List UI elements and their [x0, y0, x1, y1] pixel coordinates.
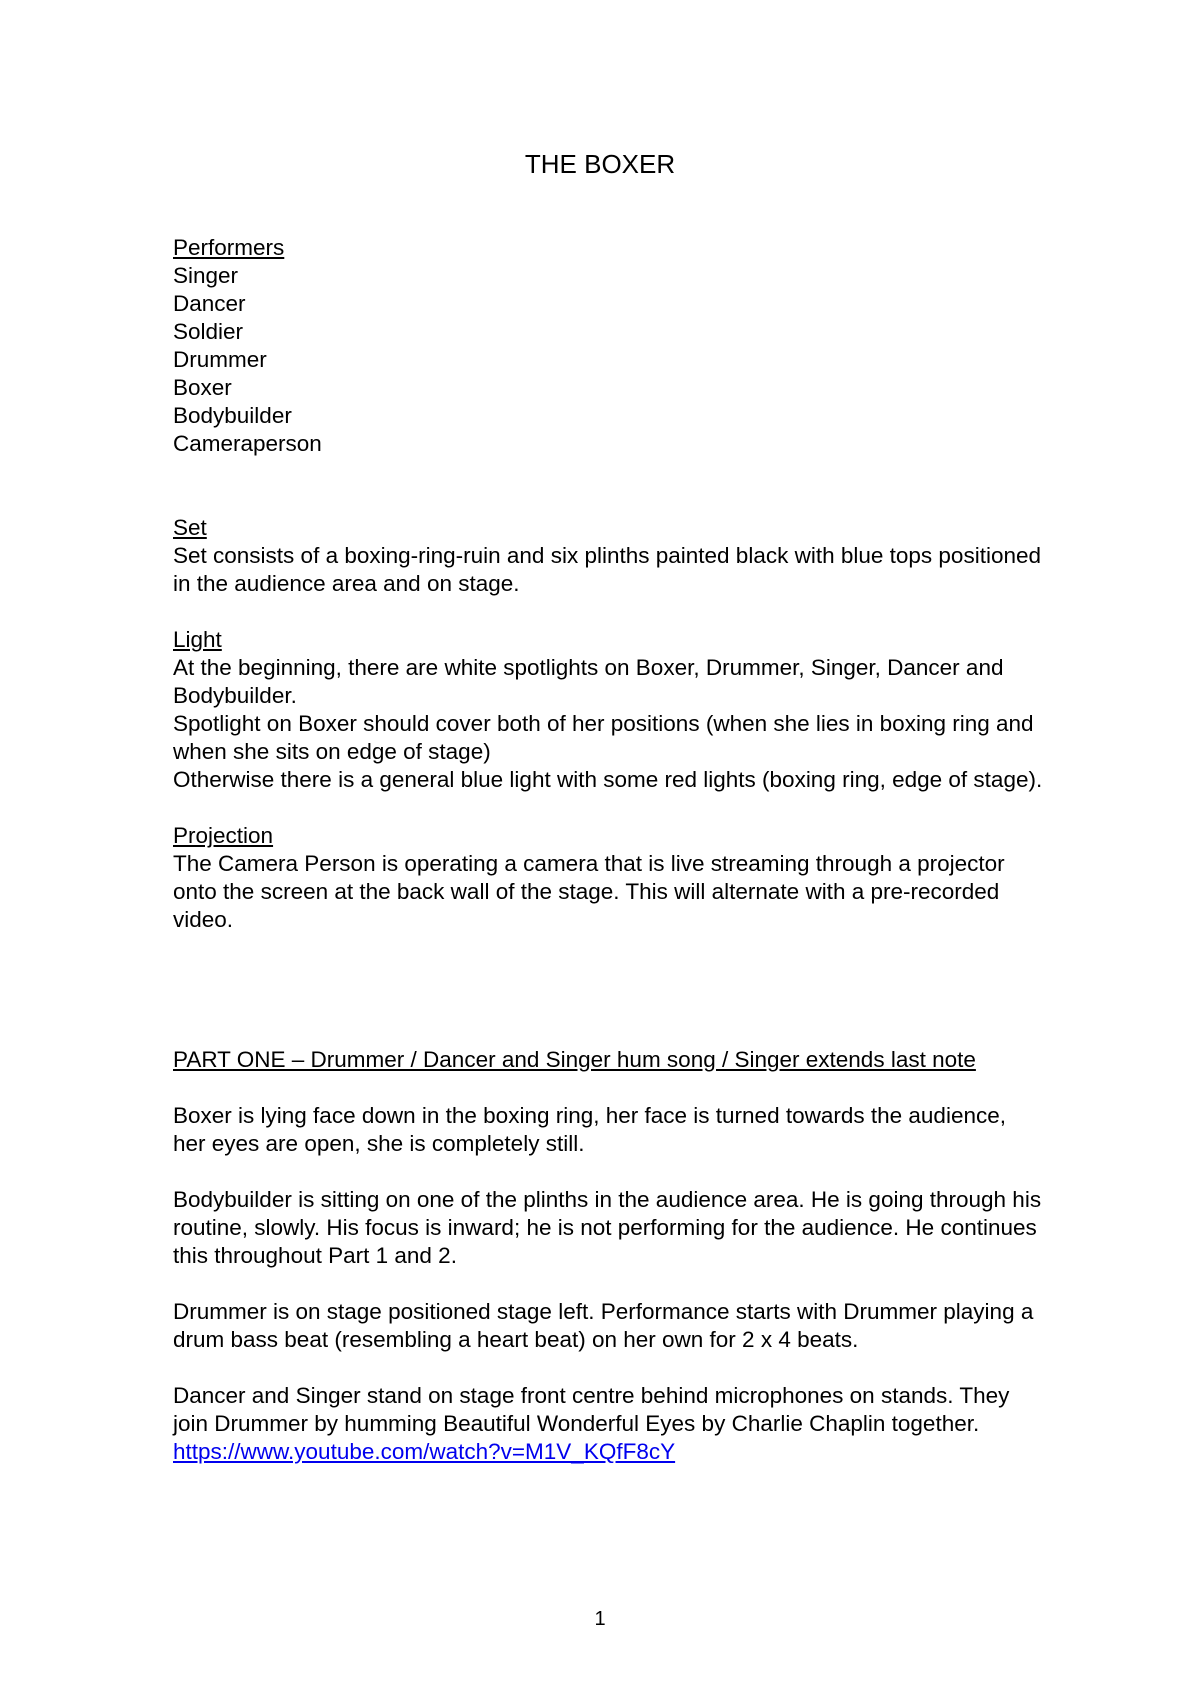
set-heading: Set	[173, 515, 207, 540]
performers-list	[173, 262, 1043, 458]
performer-item: Cameraperson	[173, 431, 322, 456]
performer-item: Drummer	[173, 347, 267, 372]
projection-section	[173, 822, 1043, 934]
part-one-paragraph: Drummer is on stage positioned stage left. Performance starts with Drummer playing a drum bass beat (resembling a heart beat) on her own for 2 x 4 beats.	[173, 1299, 1034, 1352]
part-one-paragraph: Boxer is lying face down in the boxing ring, her face is turned towards the audience, her eyes are open, she is completely still.	[173, 1103, 1006, 1156]
document-body	[173, 234, 1043, 1466]
projection-description: The Camera Person is operating a camera that is live streaming through a projector onto the screen at the back wall of the stage. This will alternate with a pre-recorded video.	[173, 851, 1005, 932]
part-one-heading: PART ONE – Drummer / Dancer and Singer hum song / Singer extends last note	[173, 1047, 976, 1072]
light-heading: Light	[173, 627, 222, 652]
youtube-link[interactable]: https://www.youtube.com/watch?v=M1V_KQfF8cY	[173, 1439, 676, 1464]
part-one-final-paragraph	[173, 1382, 1043, 1466]
light-paragraph: Spotlight on Boxer should cover both of her positions (when she lies in boxing ring and when she sits on edge of stage)	[173, 711, 1034, 764]
set-section	[173, 514, 1043, 598]
spacer	[173, 458, 1043, 514]
set-description: Set consists of a boxing-ring-ruin and six plinths painted black with blue tops positioned in the audience area and on stage.	[173, 543, 1041, 596]
performer-item: Dancer	[173, 291, 246, 316]
light-paragraph: At the beginning, there are white spotlights on Boxer, Drummer, Singer, Dancer and Bodybuilder.	[173, 655, 1004, 708]
light-section	[173, 626, 1043, 794]
part-one-final-text: Dancer and Singer stand on stage front centre behind microphones on stands. They join Drummer by humming Beautiful Wonderful Eyes by Charlie Chaplin together.	[173, 1383, 1010, 1436]
performers-section	[173, 234, 1043, 458]
part-one-section	[173, 1046, 1043, 1466]
spacer	[173, 1354, 1043, 1382]
spacer	[173, 1270, 1043, 1298]
performer-item: Boxer	[173, 375, 232, 400]
spacer	[173, 598, 1043, 626]
spacer	[173, 1158, 1043, 1186]
projection-heading: Projection	[173, 823, 274, 848]
spacer	[173, 934, 1043, 1046]
performer-item: Soldier	[173, 319, 244, 344]
performers-heading: Performers	[173, 235, 285, 260]
spacer	[173, 1074, 1043, 1102]
light-paragraph: Otherwise there is a general blue light with some red lights (boxing ring, edge of stage).	[173, 767, 1043, 792]
performer-item: Singer	[173, 263, 239, 288]
part-one-paragraph: Bodybuilder is sitting on one of the plinths in the audience area. He is going through his routine, slowly. His focus is inward; he is not performing for the audience. He continues this throughout Part 1 and 2.	[173, 1187, 1042, 1268]
performer-item: Bodybuilder	[173, 403, 292, 428]
page-number: 1	[594, 1608, 606, 1630]
spacer	[173, 794, 1043, 822]
document-title: THE BOXER	[524, 149, 676, 179]
